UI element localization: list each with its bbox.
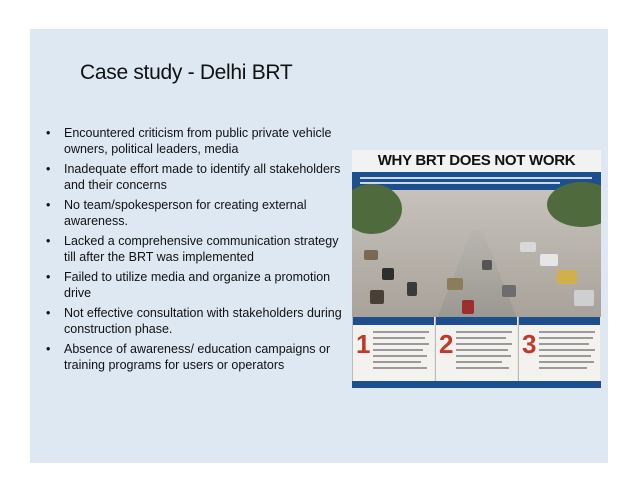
- newspaper-clipping-image: [352, 150, 601, 388]
- panel-number: 1: [356, 329, 371, 359]
- clipping-panel: [435, 317, 517, 381]
- bullet-item: • Not effective consultation with stakeholders during construction phase.: [40, 306, 346, 337]
- bullet-item: • Lacked a comprehensive communication strategy till after the BRT was implemented: [40, 234, 346, 265]
- slide-title: Case study - Delhi BRT: [80, 61, 293, 84]
- panel-number: 3: [522, 329, 537, 359]
- bullet-item: • Encountered criticism from public private vehicle owners, political leaders, media: [40, 126, 346, 157]
- slide: [30, 29, 608, 463]
- clipping-panel: [518, 317, 600, 381]
- bullet-item: • Absence of awareness/ education campaigns or training programs for users or operators: [40, 342, 346, 373]
- clipping-panel: [352, 317, 434, 381]
- bullet-list: [40, 126, 346, 378]
- clipping-panels: [352, 317, 601, 381]
- panel-number: 2: [439, 329, 454, 359]
- bullet-item: • Failed to utilize media and organize a promotion drive: [40, 270, 346, 301]
- clipping-footer: [352, 381, 601, 388]
- street-photo: [352, 190, 601, 317]
- bullet-item: • No team/spokesperson for creating external awareness.: [40, 198, 346, 229]
- clipping-headline: WHY BRT DOES NOT WORK: [352, 150, 601, 172]
- bullet-item: • Inadequate effort made to identify all stakeholders and their concerns: [40, 162, 346, 193]
